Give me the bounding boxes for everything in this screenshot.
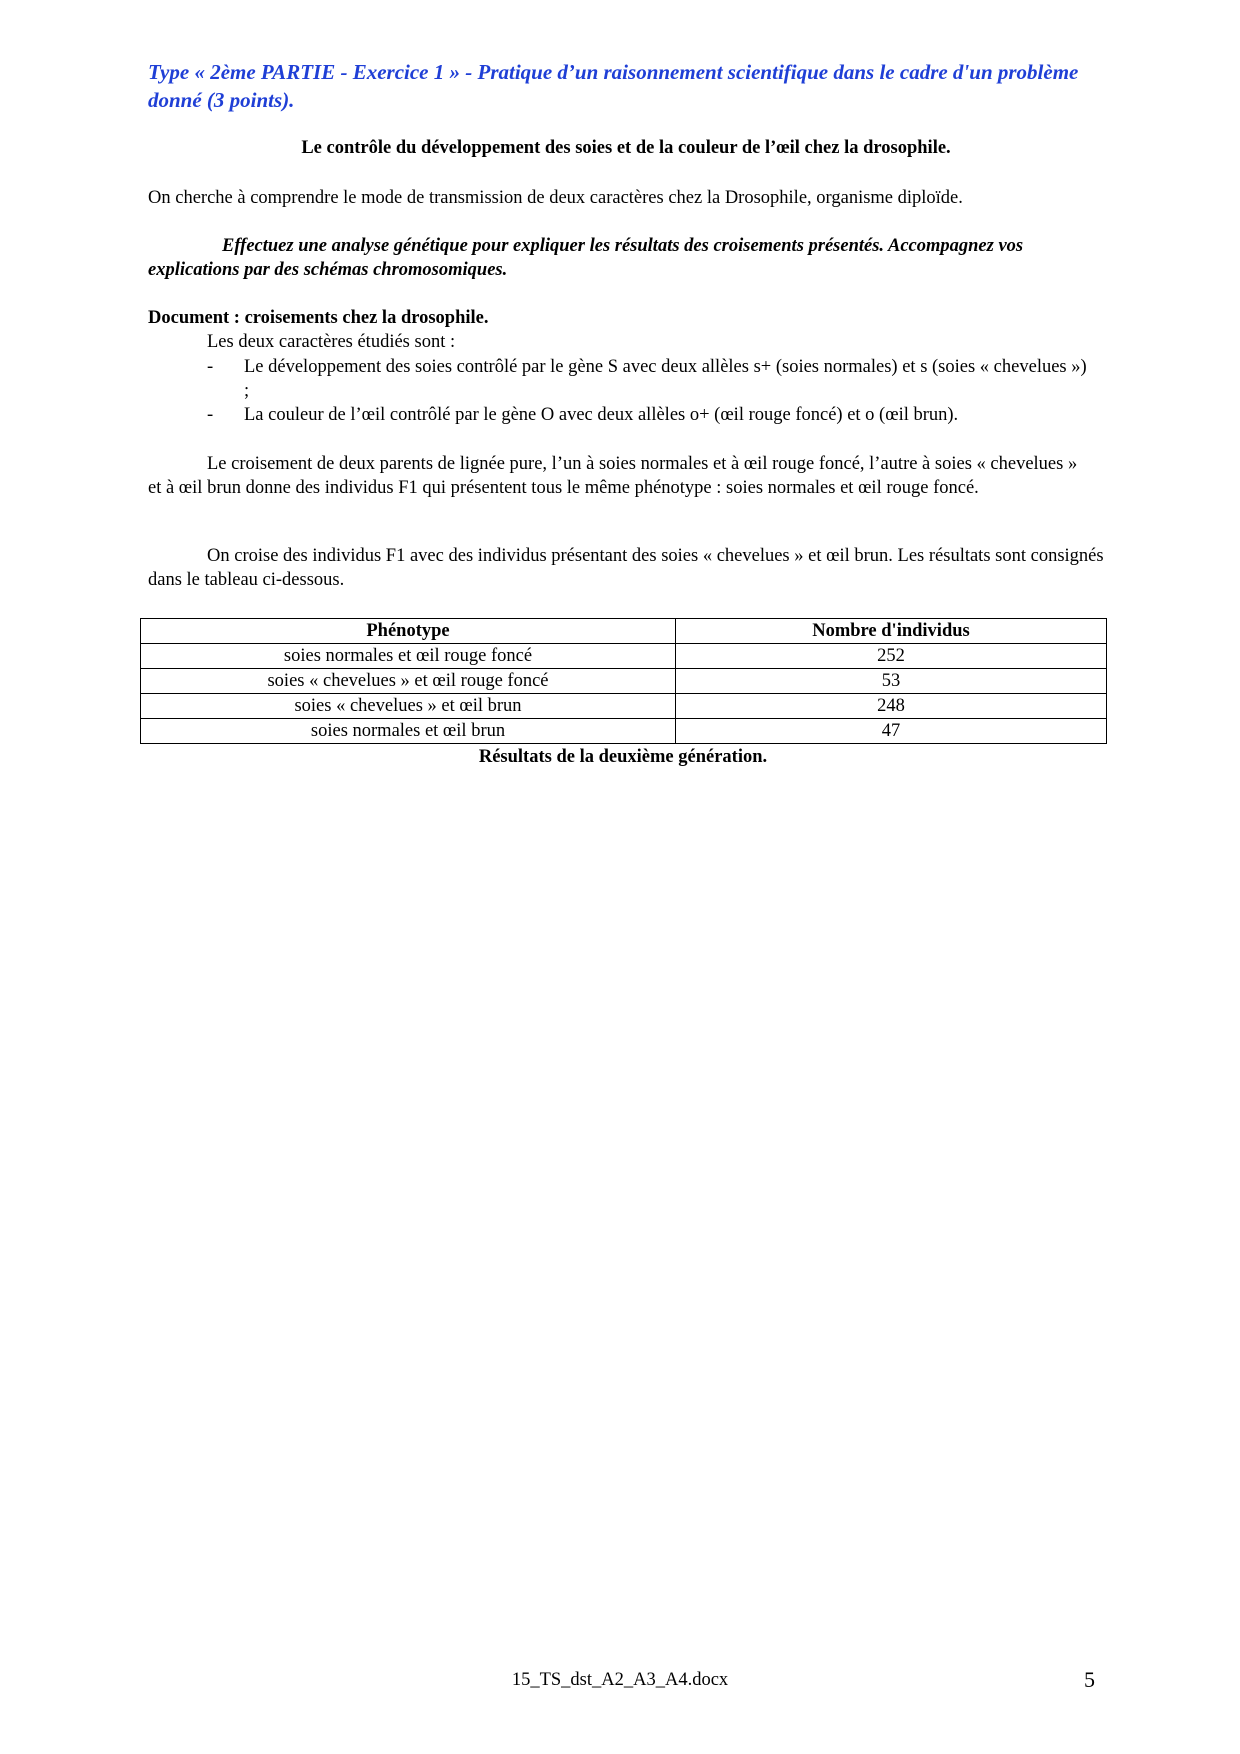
bullet-marker: - bbox=[207, 405, 214, 425]
count-cell: 53 bbox=[676, 669, 1107, 694]
table-row bbox=[141, 719, 1107, 744]
testcross-paragraph: On croise des individus F1 avec des individus présentant des soies « chevelues » et œil brun. Les résultats sont consignés dans le tableau ci-dessous. bbox=[148, 546, 1104, 590]
count-cell: 248 bbox=[676, 694, 1107, 719]
phenotype-cell: soies « chevelues » et œil brun bbox=[141, 694, 676, 719]
list-item-text: Le développement des soies contrôlé par le gène S avec deux allèles s+ (soies normales) et s (soies « chevelues ») ; bbox=[244, 357, 1087, 401]
page-title: Le contrôle du développement des soies et de la couleur de l’œil chez la drosophile. bbox=[301, 138, 951, 158]
phenotype-cell: soies « chevelues » et œil rouge foncé bbox=[141, 669, 676, 694]
count-cell: 47 bbox=[676, 719, 1107, 744]
document-heading: Document : croisements chez la drosophile. bbox=[148, 308, 489, 328]
characters-list bbox=[207, 355, 1087, 427]
instruction-paragraph: Effectuez une analyse génétique pour expliquer les résultats des croisements présentés. Accompagnez vos explications par des schémas chromosomiques. bbox=[148, 236, 1024, 280]
bullet-marker: - bbox=[207, 357, 214, 377]
page-number: 5 bbox=[1084, 1667, 1095, 1692]
phenotype-cell: soies normales et œil brun bbox=[141, 719, 676, 744]
results-table bbox=[140, 618, 1107, 744]
table-header-row bbox=[141, 619, 1107, 644]
cross-description-paragraph: Le croisement de deux parents de lignée pure, l’un à soies normales et à œil rouge foncé, l’autre à soies « chevelues » et à œil brun donne des individus F1 qui présentent tous le même phénotype : soies normales et œil rouge foncé. bbox=[148, 454, 1078, 498]
table-row bbox=[141, 644, 1107, 669]
column-header-phenotype: Phénotype bbox=[141, 619, 676, 644]
list-item-text: La couleur de l’œil contrôlé par le gène O avec deux allèles o+ (œil rouge foncé) et o (œil brun). bbox=[244, 405, 959, 425]
count-cell: 252 bbox=[676, 644, 1107, 669]
table-row bbox=[141, 669, 1107, 694]
column-header-count: Nombre d'individus bbox=[676, 619, 1107, 644]
table-caption: Résultats de la deuxième génération. bbox=[478, 747, 768, 767]
document-lead: Les deux caractères étudiés sont : bbox=[207, 332, 456, 352]
table-row bbox=[141, 694, 1107, 719]
exercise-type-header: Type « 2ème PARTIE - Exercice 1 » - Pratique d’un raisonnement scientifique dans le cadre d'un problème donné (3 points). bbox=[148, 60, 1079, 112]
footer-filename: 15_TS_dst_A2_A3_A4.docx bbox=[511, 1670, 729, 1690]
list-item bbox=[207, 403, 1087, 427]
list-item bbox=[207, 355, 1087, 403]
phenotype-cell: soies normales et œil rouge foncé bbox=[141, 644, 676, 669]
intro-paragraph: On cherche à comprendre le mode de transmission de deux caractères chez la Drosophile, organisme diploïde. bbox=[148, 188, 963, 208]
